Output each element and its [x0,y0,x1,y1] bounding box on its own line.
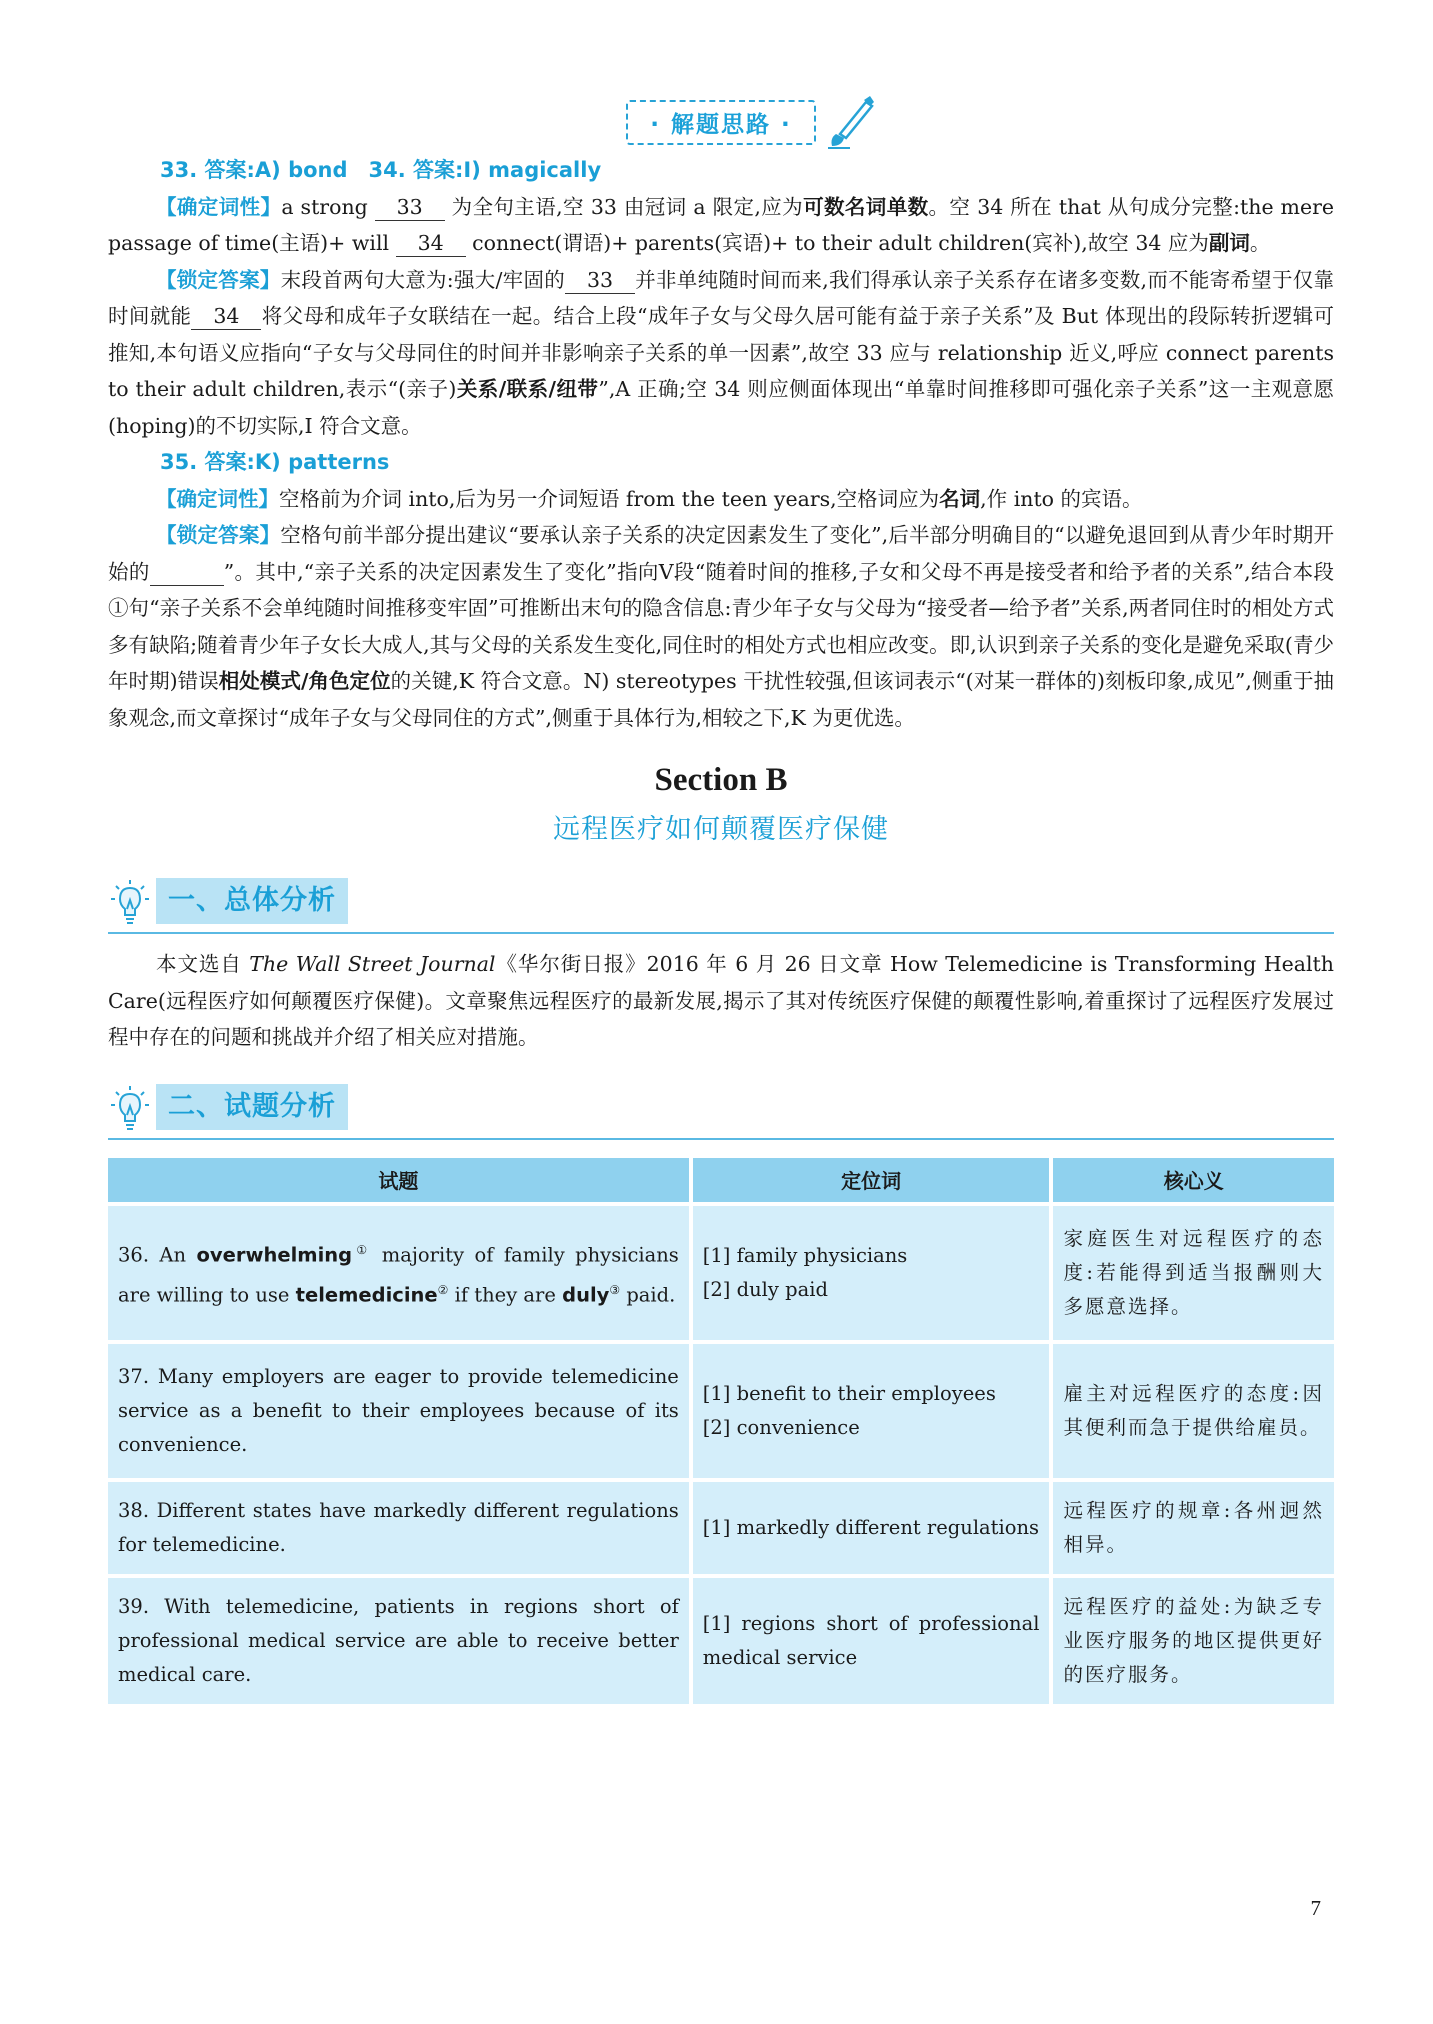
text-segment: 将父母和成年子女联结在一起。结合上段“成年子女与父母久居可能有益于亲子关系”及 But 体现出的段际转折逻辑可推知,本句语义应指向“子女与父母同住的时间并非影响亲子关系的单一因素”,故空 33 应与 relationship 近义,呼应 connect parents to their adult children,表示“(亲子) [108,304,1335,401]
text-segment: 。 [1249,231,1271,255]
bold-word: duly [562,1283,610,1306]
text-segment: 并非单纯随时间而来,我们得承认亲子关系存在诸多变数,而不能寄希望于仅靠时间就能 [108,267,1334,328]
column-header: 核心义 [1053,1158,1334,1202]
tip-header [108,96,1334,152]
locator-item: [1] family physicians [702,1243,908,1267]
table-row [108,1482,1334,1574]
text-segment: 空格句前半部分提出建议“要承认亲子关系的决定因素发生了变化”,后半部分明确目的“以避免退回到从青少年时期开始的 [108,523,1334,584]
page-content [108,96,1334,1708]
text-segment: 36. An [118,1243,197,1267]
text-segment: if they are [448,1283,563,1306]
paragraph-33-34-pos [108,189,1334,262]
locator-cell [693,1482,1050,1574]
paragraph-35-answer [108,517,1334,736]
locator-cell [693,1578,1050,1704]
bold-term: 关系/联系/纽带 [456,377,599,401]
blank-33: 33 [375,194,445,221]
core-meaning-cell: 远程医疗的益处:为缺乏专业医疗服务的地区提供更好的医疗服务。 [1053,1578,1334,1704]
bold-word: overwhelming [196,1243,353,1267]
analysis-table [104,1154,1338,1708]
lightbulb-icon [108,1084,152,1134]
core-meaning-cell: 雇主对远程医疗的态度:因其便利而急于提供给雇员。 [1053,1344,1334,1478]
answer-33-34: 33. 答案:A) bond 34. 答案:I) magically [160,158,602,182]
locator-item: [2] convenience [702,1415,860,1439]
question-cell: 38. Different states have markedly different regulations for telemedicine. [108,1482,689,1574]
blank-34: 34 [396,230,466,257]
text-segment: 本文选自 [156,952,250,976]
table-row [108,1206,1334,1340]
bold-term: 相处模式/角色定位 [218,669,391,693]
text-segment: connect(谓语)+ parents(宾语)+ to their adult children(宾补),故空 34 应为 [465,231,1209,255]
paragraph-33-34-answer [108,262,1334,445]
tag-determine-pos: 【确定词性】 [156,194,282,219]
bold-term: 名词 [939,486,981,511]
blank-empty [150,559,224,586]
tip-label: · 解题思路 · [626,100,816,145]
paragraph-35-pos [108,481,1334,518]
locator-item: [1] regions short of professional medical service [702,1611,1040,1669]
column-header: 试题 [108,1158,689,1202]
text-segment: a strong [281,194,375,219]
text-segment: 末段首两句大意为:强大/牢固的 [280,267,565,292]
tag-lock-answer: 【锁定答案】 [156,523,281,547]
table-header-row [108,1158,1334,1202]
page-number: 7 [1310,1896,1321,1920]
locator-item: [1] benefit to their employees [702,1381,996,1405]
locator-cell [693,1206,1050,1340]
bold-term: 副词 [1208,231,1250,255]
circled-number: ① [352,1243,372,1257]
answer-35: 35. 答案:K) patterns [160,450,390,474]
text-segment: ,作 into 的宾语。 [980,486,1143,511]
text-segment: paid. [620,1283,676,1306]
text-segment: 。空 34 所在 that 从句成分完整:the mere passage of time(主语)+ will [108,194,1335,255]
text-segment: ”,A 正确;空 34 则应侧面体现出“单靠时间推移即可强化亲子关系”这一主观意愿(hoping)的不切实际,I 符合文意。 [108,377,1334,438]
text-segment: ”。其中,“亲子关系的决定因素发生了变化”指向Ⅴ段“随着时间的推移,子女和父母不再是接受者和给予者的关系”,结合本段①句“亲子关系不会单纯随时间推移变牢固”可推断出末句的隐含信息:青少年子女与父母为“接受者—给予者”关系,两者同住时的相处方式多有缺陷;随着青少年子女长大成人,其与父母的关系发生变化,同住时的相处方式也相应改变。即,认识到亲子关系的变化是避免采取(青少年时期)错误 [108,559,1334,693]
tag-determine-pos: 【确定词性】 [156,486,279,511]
locator-item: [1] markedly different regulations [702,1515,1040,1539]
overview-paragraph [108,946,1334,1056]
column-header: 定位词 [693,1158,1050,1202]
locator-cell [693,1344,1050,1478]
heading-analysis-label: 二、试题分析 [156,1084,348,1130]
locator-item: [2] duly paid [702,1277,828,1301]
heading-overview-label: 一、总体分析 [156,878,348,924]
blank-33: 33 [565,267,635,294]
bold-word: telemedicine [295,1283,438,1306]
question-cell [108,1206,689,1340]
core-meaning-cell: 远程医疗的规章:各州迥然相异。 [1053,1482,1334,1574]
question-cell: 37. Many employers are eager to provide telemedicine service as a benefit to their employees because of its convenience. [108,1344,689,1478]
circled-number: ③ [609,1282,621,1297]
question-cell: 39. With telemedicine, patients in regions short of professional medical service are able to receive better medical care. [108,1578,689,1704]
section-title: Section B [654,762,788,798]
table-row [108,1344,1334,1478]
circled-number: ② [437,1282,449,1297]
text-segment: 的关键,K 符合文意。N) stereotypes 干扰性较强,但该词表示“(对某一群体的)刻板印象,成见”,侧重于抽象观念,而文章探讨“成年子女与父母同住的方式”,侧重于具体行为,相较之下,K 为更优选。 [108,669,1335,730]
blank-34: 34 [191,303,261,330]
pen-brush-icon [826,94,876,150]
tag-lock-answer: 【锁定答案】 [156,267,281,292]
heading-analysis [108,1078,1334,1140]
section-subtitle: 远程医疗如何颠覆医疗保健 [553,814,889,845]
journal-name: The Wall Street Journal [249,952,496,976]
table-row [108,1578,1334,1704]
text-segment: 为全句主语,空 33 由冠词 a 限定,应为 [444,194,804,219]
text-segment: 空格前为介词 into,后为另一介词短语 from the teen years,空格词应为 [279,486,940,511]
bold-term: 可数名词单数 [803,194,929,219]
heading-overview [108,872,1334,934]
core-meaning-cell: 家庭医生对远程医疗的态度:若能得到适当报酬则大多愿意选择。 [1053,1206,1334,1340]
text-segment: majority of family physicians are willing to use [118,1243,679,1306]
lightbulb-icon [108,878,152,928]
text-segment: 《华尔街日报》2016 年 6 月 26 日文章 How Telemedicine is Transforming Health Care(远程医疗如何颠覆医疗保健)。文章聚焦远程医疗的最新发展,揭示了其对传统医疗保健的颠覆性影响,着重探讨了远程医疗发展过程中存在的问题和挑战并介绍了相关应对措施。 [108,952,1334,1049]
